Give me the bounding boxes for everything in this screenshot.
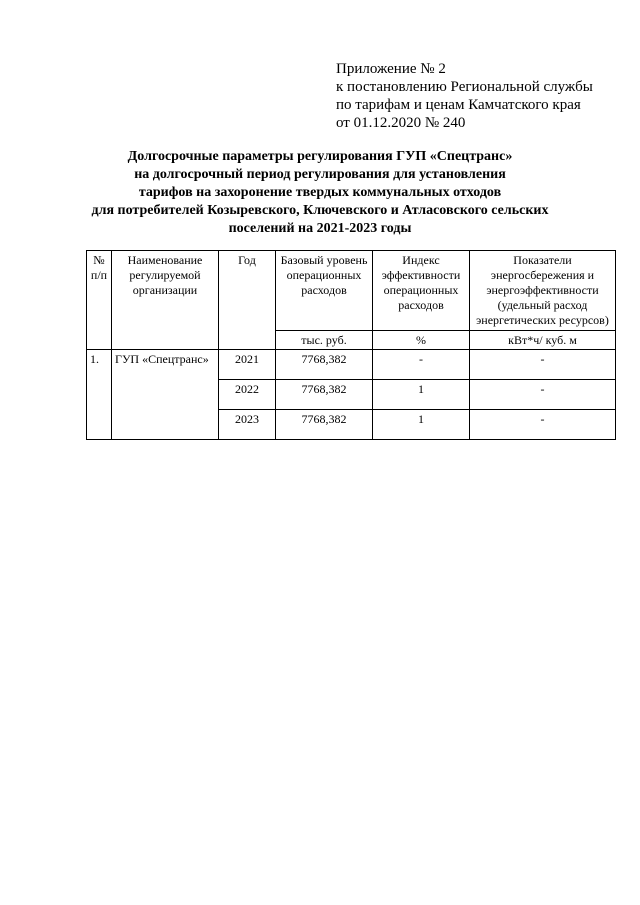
unit-energy: кВт*ч/ куб. м: [470, 331, 616, 350]
cell-energy: -: [470, 350, 616, 380]
table-row: [87, 350, 616, 380]
unit-base: тыс. руб.: [276, 331, 373, 350]
title-line: тарифов на захоронение твердых коммунальных отходов: [138, 185, 502, 200]
title-line: для потребителей Козыревского, Ключевского и Атласовского сельских: [91, 203, 549, 218]
header-energy: Показатели энергосбережения и энергоэффективности (удельный расход энергетических ресурсов): [470, 251, 616, 331]
cell-base: 7768,382: [276, 350, 373, 380]
cell-year: 2023: [219, 410, 276, 440]
appendix-block: [336, 60, 593, 132]
header-year: Год: [219, 251, 276, 350]
cell-base: 7768,382: [276, 380, 373, 410]
document-title: [60, 148, 580, 238]
row-number: 1.: [87, 350, 112, 440]
organization-name: ГУП «Спецтранс»: [112, 350, 219, 440]
cell-index: 1: [373, 410, 470, 440]
appendix-line: к постановлению Региональной службы: [336, 79, 593, 95]
title-line: на долгосрочный период регулирования для установления: [134, 167, 506, 182]
appendix-line: Приложение № 2: [336, 61, 446, 77]
header-num: № п/п: [87, 251, 112, 350]
unit-index: %: [373, 331, 470, 350]
table-header-row: [87, 251, 616, 331]
cell-year: 2022: [219, 380, 276, 410]
title-line: поселений на 2021-2023 годы: [228, 221, 412, 236]
appendix-line: по тарифам и ценам Камчатского края: [336, 97, 581, 113]
cell-energy: -: [470, 380, 616, 410]
cell-year: 2021: [219, 350, 276, 380]
header-index: Индекс эффективности операционных расходов: [373, 251, 470, 331]
parameters-table: [86, 250, 616, 440]
title-line: Долгосрочные параметры регулирования ГУП «Спецтранс»: [127, 149, 513, 164]
header-name: Наименование регулируемой организации: [112, 251, 219, 350]
cell-index: 1: [373, 380, 470, 410]
appendix-line: от 01.12.2020 № 240: [336, 115, 466, 131]
cell-base: 7768,382: [276, 410, 373, 440]
cell-index: -: [373, 350, 470, 380]
cell-energy: -: [470, 410, 616, 440]
header-base: Базовый уровень операционных расходов: [276, 251, 373, 331]
